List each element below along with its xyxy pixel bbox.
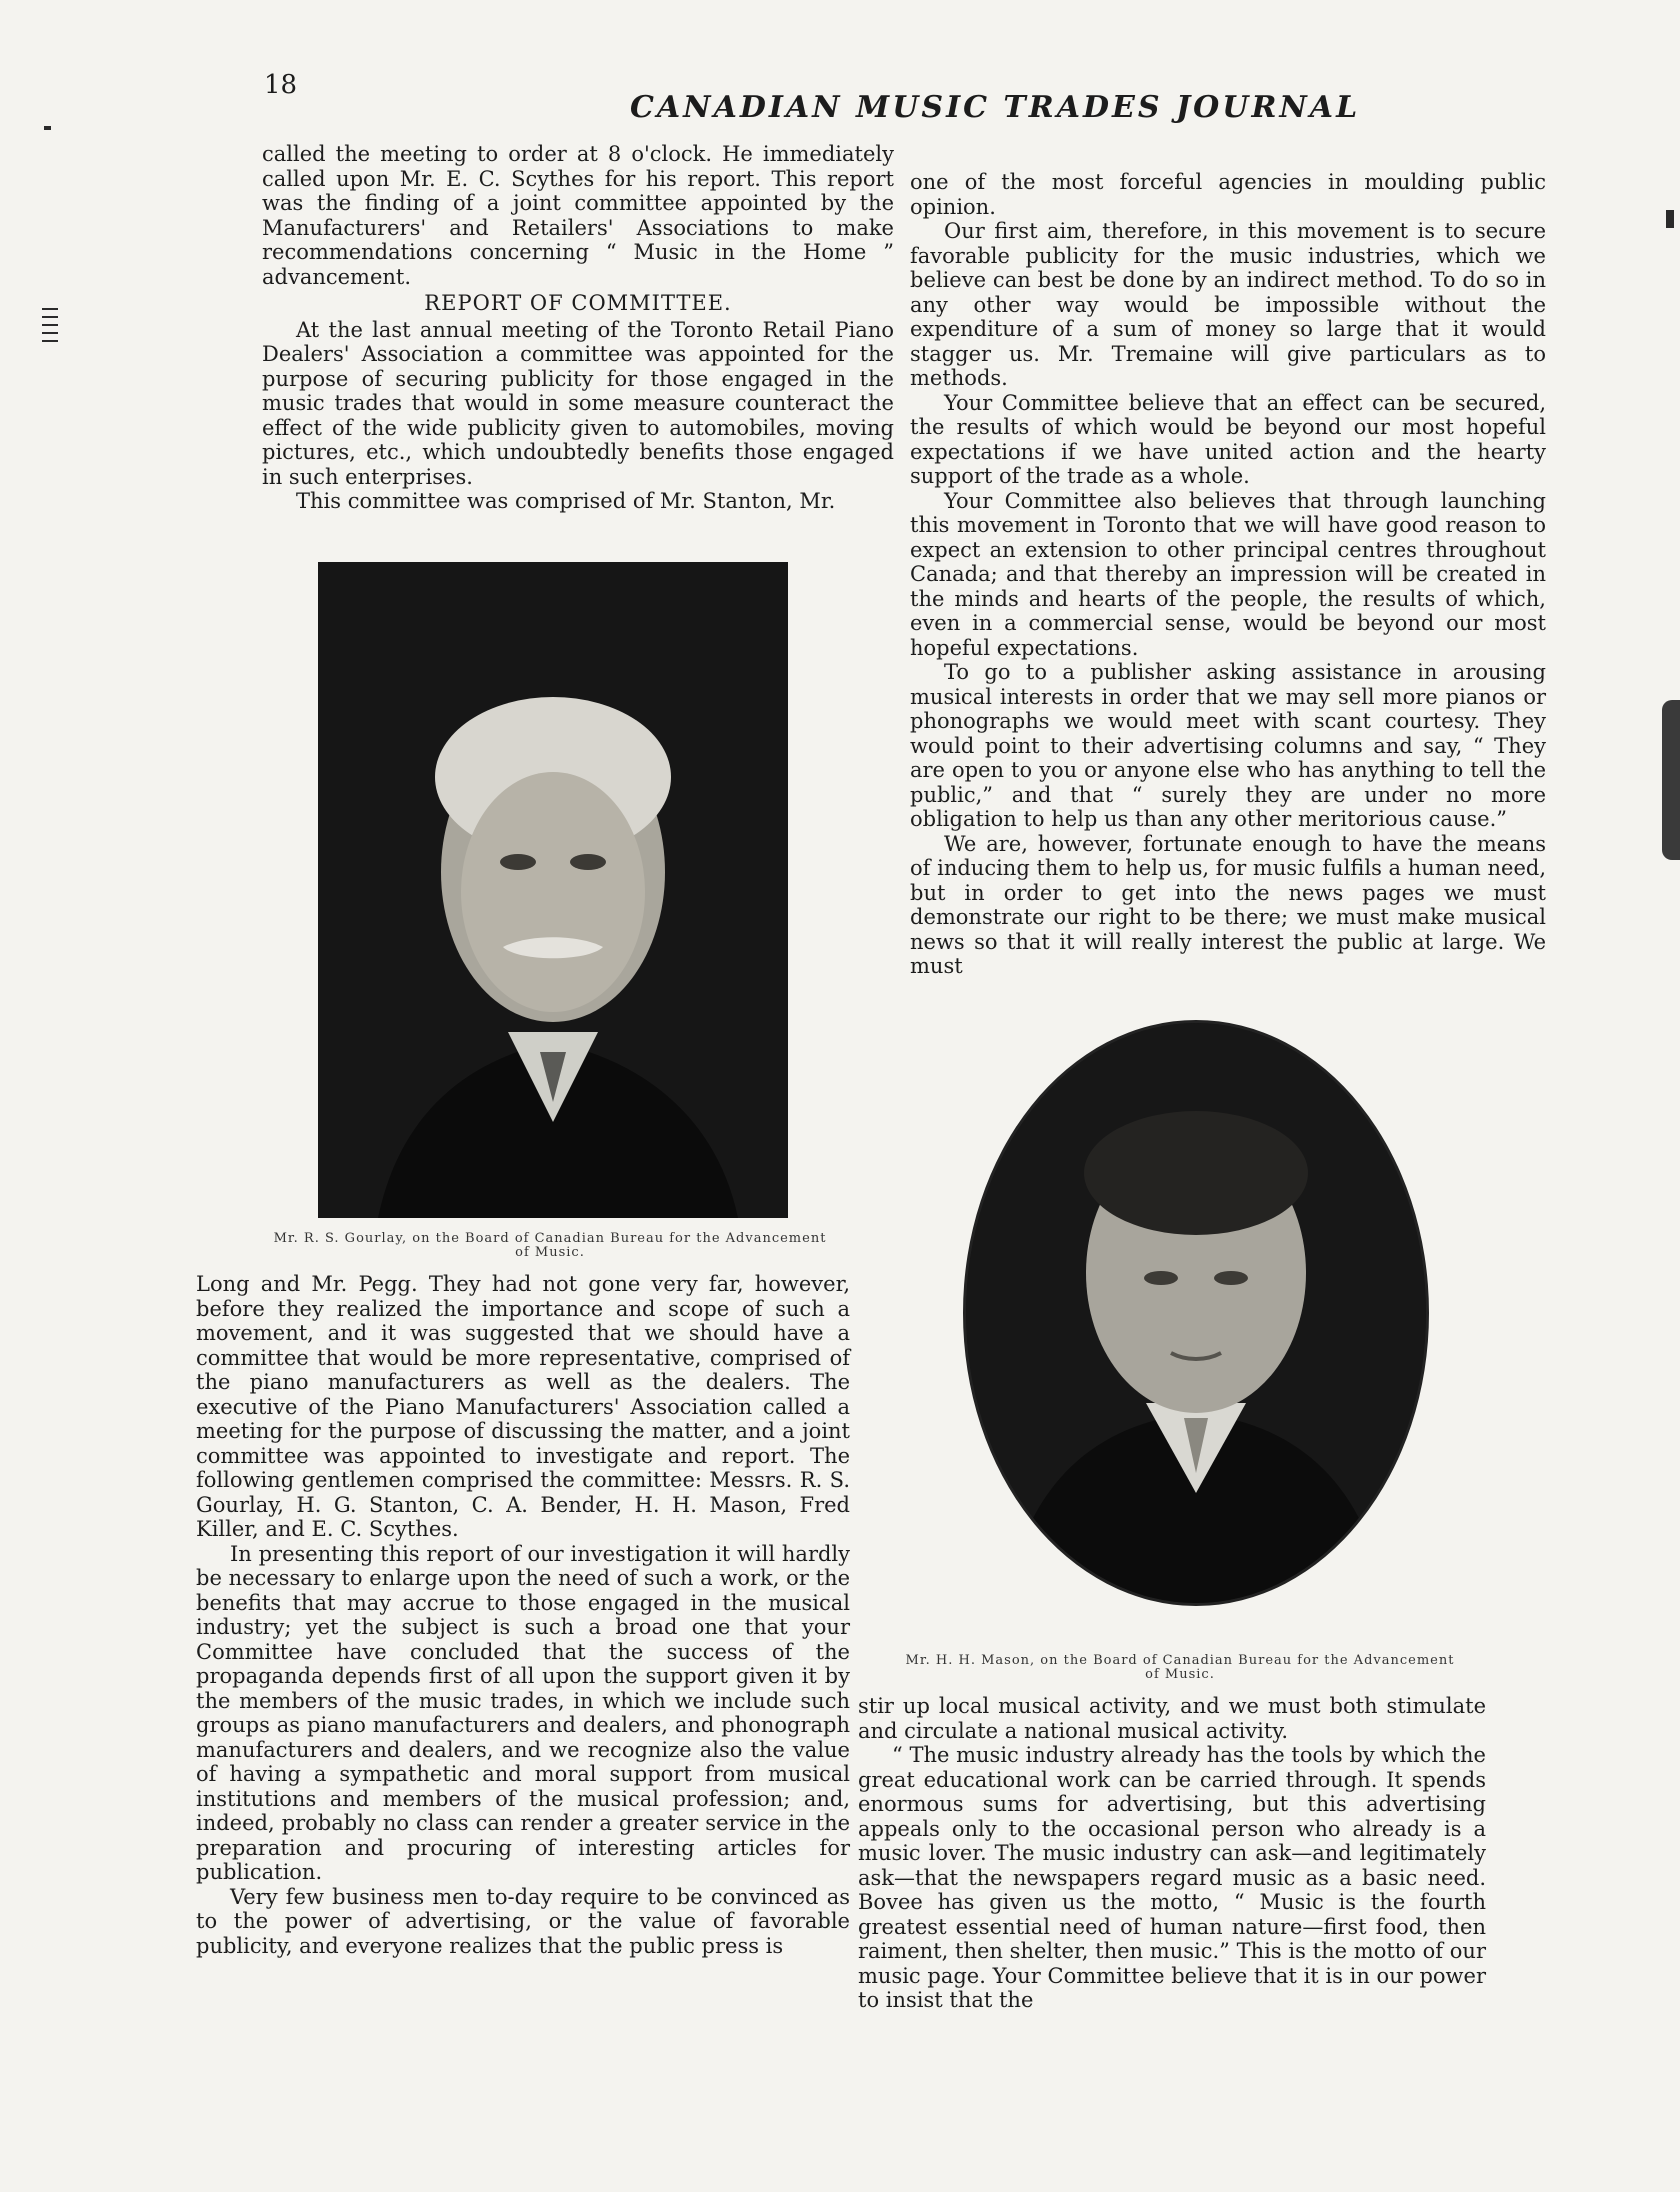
portrait-gourlay-image (318, 562, 788, 1218)
portrait-gourlay (318, 562, 788, 1218)
paragraph: called the meeting to order at 8 o'clock. He immediately called upon Mr. E. C. Scythes for his report. This report was the finding of a joint committee appointed by the Manufacturers' and Retailers' Associations to make recommendations concerning “ Music in the Home ” advancement. (262, 142, 894, 289)
page-number: 18 (264, 70, 298, 100)
left-column-top (262, 142, 894, 514)
paragraph: Long and Mr. Pegg. They had not gone very far, however, before they realized the importance and scope of such a movement, and it was suggested that we should have a committee that would be more representative, comprised of the piano manufacturers as well as the dealers. The executive of the Piano Manufacturers' Association called a meeting for the purpose of discussing the matter, and a joint committee was appointed to investigate and report. The following gentlemen comprised the committee: Messrs. R. S. Gourlay, H. G. Stanton, C. A. Bender, H. H. Mason, Fred Killer, and E. C. Scythes. (196, 1272, 850, 1541)
paragraph: Our first aim, therefore, in this movement is to secure favorable publicity for the music industries, which we believe can best be done by an indirect method. To do so in any other way would be impossible without the expenditure of a sum of money so large that it would stagger us. Mr. Tremaine will give particulars as to methods. (910, 219, 1546, 390)
paragraph: This committee was comprised of Mr. Stanton, Mr. (296, 489, 836, 513)
journal-title: CANADIAN MUSIC TRADES JOURNAL (630, 90, 1361, 125)
scan-mark-top-left (44, 126, 51, 130)
section-heading: REPORT OF COMMITTEE. (424, 291, 732, 315)
scan-mark-left-bars (42, 308, 58, 310)
right-column-bottom (858, 1694, 1486, 2013)
right-column-top (910, 170, 1546, 979)
paragraph: “ The music industry already has the tools by which the great educational work can be carried through. It spends enormous sums for advertising, but this advertising appeals only to the occasional person who already is a music lover. The music industry can ask—and legitimately ask—that the newspapers regard music as a basic need. Bovee has given us the motto, “ Music is the fourth greatest essential need of human nature—first food, then raiment, then shelter, then music.” This is the motto of our music page. Your Committee believe that it is in our power to insist that the (858, 1743, 1486, 2012)
paragraph: In presenting this report of our investigation it will hardly be necessary to enlarge upon the need of such a work, or the benefits that may accrue to those engaged in the musical industry; yet the subject is such a broad one that your Committee have concluded that the success of the propaganda depends first of all upon the support given it by the members of the music trades, in which we include such groups as piano manufacturers and dealers, and phonograph manufacturers and dealers, and we recognize also the value of having a sympathetic and moral support from musical institutions and members of the musical profession; and, indeed, probably no class can render a greater service in the preparation and procuring of interesting articles for publication. (196, 1541, 850, 1884)
paragraph: stir up local musical activity, and we must both stimulate and circulate a national musical activity. (858, 1694, 1486, 1743)
paragraph: Your Committee also believes that through launching this movement in Toronto that we will have good reason to expect an extension to other principal centres throughout Canada; and that thereby an impression will be created in the minds and hearts of the people, the results of which, even in a commercial sense, would be beyond our most hopeful expectations. (910, 488, 1546, 660)
scan-mark-right-edge (1666, 210, 1674, 228)
portrait-mason-image (966, 1023, 1426, 1603)
paragraph: To go to a publisher asking assistance in arousing musical interests in order that we may sell more pianos or phonographs we would meet with scant courtesy. They would point to their advertising columns and say, “ They are open to you or anyone else who has anything to tell the public,” and that “ surely they are under no more obligation to help us than any other meritorious cause.” (910, 660, 1546, 831)
paragraph: At the last annual meeting of the Toronto Retail Piano Dealers' Association a committee was appointed for the purpose of securing publicity for those engaged in the music trades that would in some measure counteract the effect of the wide publicity given to automobiles, moving pictures, etc., which undoubtedly benefits those engaged in such enterprises. (262, 317, 894, 489)
portrait-gourlay-caption: Mr. R. S. Gourlay, on the Board of Canadian Bureau for the Advancement of Music. (273, 1231, 827, 1260)
portrait-mason (963, 1020, 1429, 1606)
scan-shadow-right (1662, 700, 1680, 860)
left-column-bottom (196, 1272, 850, 1958)
paragraph: one of the most forceful agencies in moulding public opinion. (910, 170, 1546, 219)
paragraph: Your Committee believe that an effect can be secured, the results of which would be beyond our most hopeful expectations if we have united action and the hearty support of the trade as a whole. (910, 390, 1546, 488)
portrait-mason-caption: Mr. H. H. Mason, on the Board of Canadian Bureau for the Advancement of Music. (905, 1653, 1455, 1682)
paragraph: We are, however, fortunate enough to have the means of inducing them to help us, for music fulfils a human need, but in order to get into the news pages we must demonstrate our right to be there; we must make musical news so that it will really interest the public at large. We must (910, 831, 1546, 978)
paragraph: Very few business men to-day require to be convinced as to the power of advertising, or the value of favorable publicity, and everyone realizes that the public press is (196, 1884, 850, 1958)
